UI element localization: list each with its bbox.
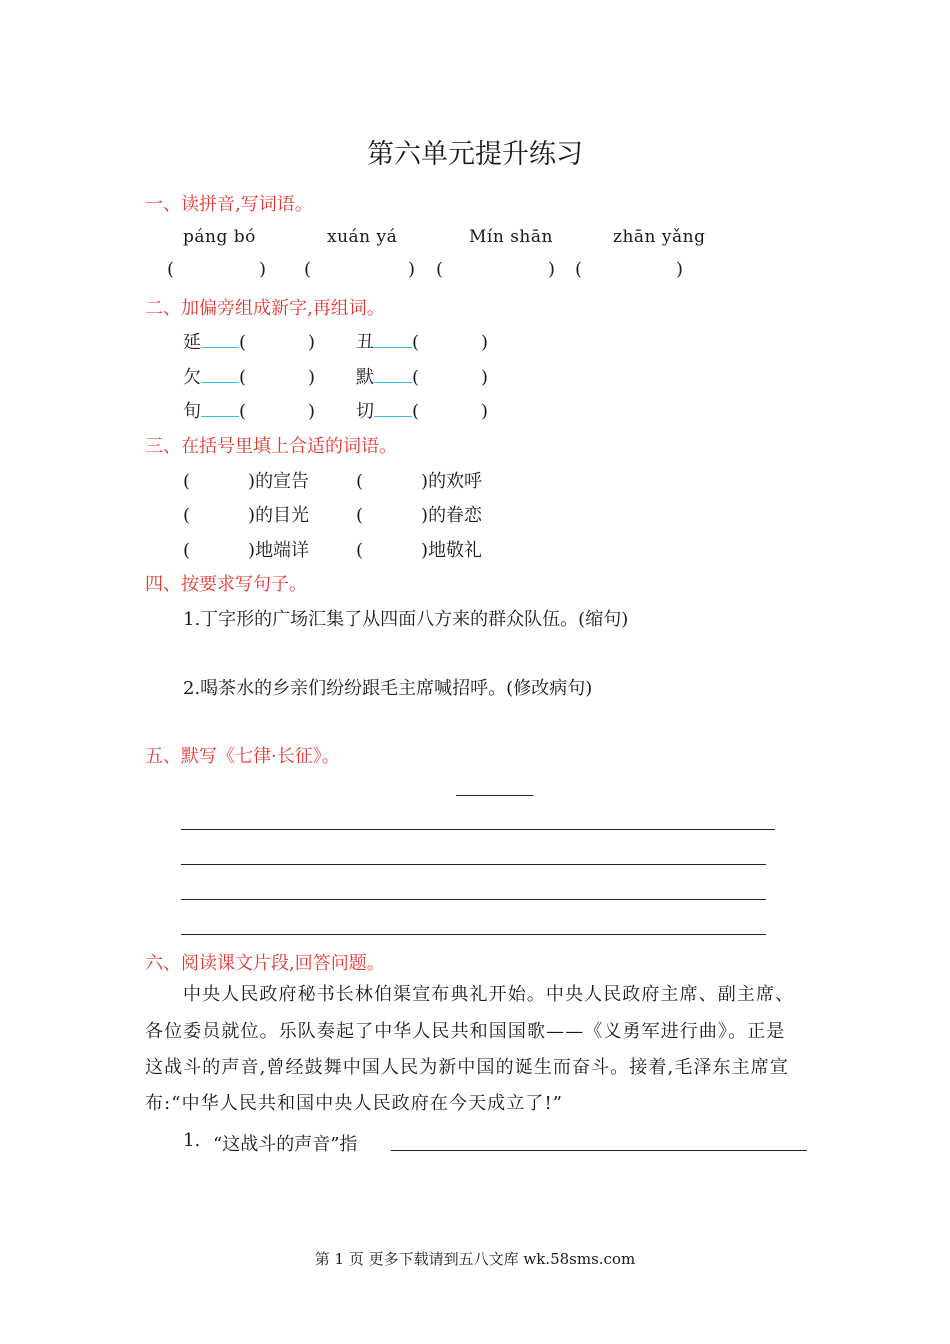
char: 默	[356, 367, 374, 388]
paren-close: )	[481, 367, 489, 388]
char: 旬	[183, 401, 201, 422]
paren-close: )	[481, 401, 489, 422]
fill-item-text: 地敬礼	[428, 540, 483, 561]
paren-open: (	[356, 505, 364, 526]
pinyin-1: páng bó	[183, 227, 256, 247]
paren-open: (	[412, 367, 420, 388]
fill-item-text: 地端详	[255, 540, 310, 561]
paren-close: )	[259, 259, 267, 280]
char-item	[183, 328, 315, 354]
paren-open: (	[436, 259, 444, 280]
question-1: 1.丁字形的广场汇集了从四面八方来的群众队伍。(缩句)	[183, 609, 629, 630]
char: 丑	[356, 332, 374, 353]
fill-item	[183, 467, 309, 493]
paren-open: (	[239, 367, 247, 388]
section-3-heading: 三、在括号里填上合适的词语。	[145, 436, 397, 457]
paren-close: )	[248, 505, 256, 526]
writing-line[interactable]	[181, 829, 775, 830]
char-item	[183, 397, 315, 423]
pinyin-2: xuán yá	[327, 227, 398, 247]
paren-close: )	[308, 401, 316, 422]
paren-open: (	[183, 505, 191, 526]
paren-close: )	[481, 332, 489, 353]
paren-open: (	[304, 259, 312, 280]
paren-open: (	[183, 540, 191, 561]
paren-close: )	[421, 505, 429, 526]
paren-close: )	[421, 471, 429, 492]
paren-close: )	[248, 540, 256, 561]
char-item	[356, 328, 488, 354]
passage-line: 各位委员就位。乐队奏起了中华人民共和国国歌——《义勇军进行曲》。正是	[145, 1021, 786, 1042]
paren-open: (	[183, 471, 191, 492]
fill-item	[183, 501, 309, 527]
char-item	[356, 397, 488, 423]
paren-close: )	[248, 471, 256, 492]
char: 欠	[183, 367, 201, 388]
answer-line[interactable]	[391, 1150, 807, 1151]
char: 延	[183, 332, 201, 353]
paren-close: )	[308, 367, 316, 388]
fill-item	[356, 467, 482, 493]
paren-open: (	[167, 259, 175, 280]
page-title: 第六单元提升练习	[367, 139, 583, 170]
question-2: 2.喝茶水的乡亲们纷纷跟毛主席喊招呼。(修改病句)	[183, 678, 593, 699]
fill-item	[356, 501, 482, 527]
fill-item-text: 的欢呼	[428, 471, 483, 492]
reading-question-number: 1.	[183, 1130, 201, 1151]
passage-line: 中央人民政府秘书长林伯渠宣布典礼开始。中央人民政府主席、副主席、	[183, 984, 795, 1005]
passage-line: 这战斗的声音,曾经鼓舞中国人民为新中国的诞生而奋斗。接着,毛泽东主席宣	[145, 1057, 789, 1078]
paren-open: (	[575, 259, 583, 280]
paren-open: (	[412, 401, 420, 422]
section-6-heading: 六、阅读课文片段,回答问题。	[145, 953, 385, 974]
radical-blank[interactable]	[374, 402, 412, 417]
radical-blank[interactable]	[201, 368, 239, 383]
radical-blank[interactable]	[374, 368, 412, 383]
paren-close: )	[676, 259, 684, 280]
fill-item-text: 的目光	[255, 505, 310, 526]
radical-blank[interactable]	[201, 333, 239, 348]
char-item	[183, 363, 315, 389]
writing-line[interactable]	[181, 899, 766, 900]
page-footer: 第 1 页 更多下载请到五八文库 wk.58sms.com	[314, 1250, 636, 1268]
section-5-heading: 五、默写《七律·长征》。	[145, 746, 340, 767]
fill-item-text: 的眷恋	[428, 505, 483, 526]
char-item	[356, 363, 488, 389]
paren-close: )	[308, 332, 316, 353]
author-blank-line[interactable]	[456, 795, 533, 796]
paren-open: (	[356, 540, 364, 561]
pinyin-4: zhān yǎng	[613, 227, 706, 247]
paren-open: (	[239, 401, 247, 422]
paren-close: )	[548, 259, 556, 280]
fill-item	[356, 536, 482, 562]
radical-blank[interactable]	[201, 402, 239, 417]
char: 切	[356, 401, 374, 422]
reading-question-1: “这战斗的声音”指	[213, 1134, 358, 1155]
paren-open: (	[356, 471, 364, 492]
paren-open: (	[412, 332, 420, 353]
section-4-heading: 四、按要求写句子。	[145, 574, 307, 595]
paren-close: )	[421, 540, 429, 561]
radical-blank[interactable]	[374, 333, 412, 348]
passage-line: 布:“中华人民共和国中央人民政府在今天成立了!”	[145, 1093, 564, 1114]
section-1-heading: 一、读拼音,写词语。	[145, 194, 313, 215]
section-2-heading: 二、加偏旁组成新字,再组词。	[145, 298, 385, 319]
writing-line[interactable]	[181, 864, 766, 865]
writing-line[interactable]	[181, 934, 766, 935]
paren-open: (	[239, 332, 247, 353]
fill-item	[183, 536, 309, 562]
paren-close: )	[408, 259, 416, 280]
fill-item-text: 的宣告	[255, 471, 310, 492]
pinyin-3: Mín shān	[469, 227, 553, 247]
